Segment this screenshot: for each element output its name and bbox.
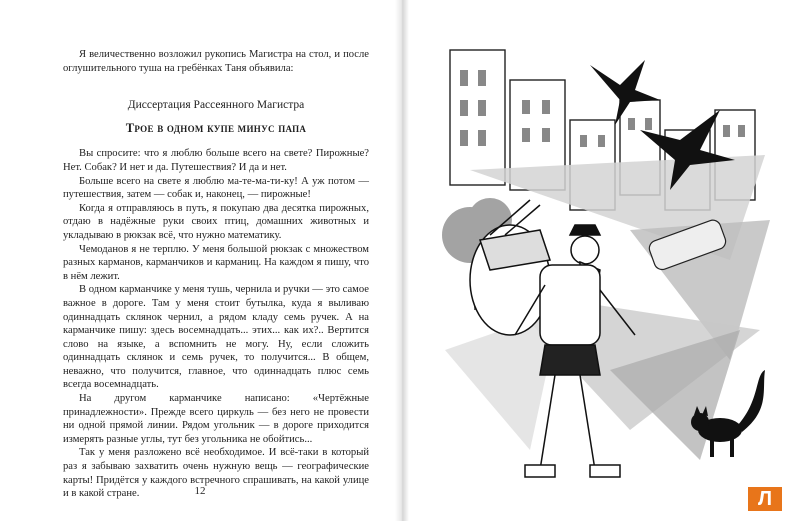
page-number: 12 bbox=[194, 485, 206, 497]
body-text bbox=[63, 147, 369, 500]
intro-paragraph: Я величественно возложил рукопись Магистра на стол, и после оглушительного туша на гребёнках Таня объявила: bbox=[63, 49, 369, 74]
intro-text bbox=[63, 48, 369, 75]
right-page bbox=[400, 0, 800, 521]
paragraph: Вы спросите: что я люблю больше всего на свете? Пирожные? Нет. Собак? И нет и да. Путешествия? И да и нет. bbox=[63, 148, 369, 173]
paragraph: Чемоданов я не терплю. У меня большой рюкзак с множеством разных карманов, карманчиков и карманиц. На каждом я пишу, что в нём лежит. bbox=[63, 243, 369, 282]
chapter-title: Трое в одном купе минус папа bbox=[125, 120, 307, 135]
publisher-logo: Л bbox=[748, 487, 782, 511]
dissertation-heading: Диссертация Рассеянного Магистра bbox=[127, 99, 305, 112]
illustration bbox=[430, 30, 780, 500]
paragraph: Так у меня разложено всё необходимое. И всё-таки в который раз я забываю захватить очень нужную вещь — географические карты! Придётся у каждого встречного спрашивать, на какой улице и в какой стране. bbox=[63, 447, 369, 500]
paragraph: Когда я отправляюсь в путь, я покупаю два десятка пирожных, отдаю в надёжные руки своих птиц, домашних животных и укладываю в рюкзак всё, что нужно математику. bbox=[63, 202, 369, 241]
paragraph: В одном карманчике у меня тушь, чернила и ручки — это самое важное в дороге. Там у меня стоит бутылка, куда я выливаю одиннадцать склянок чернил, а рядом кладу семь ручек. А на карманчике пишу: здесь восемнадцать... этих... как их?.. Вертится слово на языке, а вспомнить не могу. Ну, если сложить одиннадцать склянок и семь ручек, то получится... В общем, неважно, что получится, главное, что одиннадцать плюс семь всегда восемнадцать. bbox=[63, 284, 369, 391]
book-gutter bbox=[395, 0, 409, 521]
paragraph: Больше всего на свете я люблю ма-те-ма-ти-ку! А уж потом — путешествия, затем — собак и, наконец, — пирожные! bbox=[63, 175, 369, 201]
paragraph: На другом карманчике написано: «Чертёжные принадлежности». Прежде всего циркуль — без него не провести ни одной прямой линии. Рядом угольник — в дороге приходится измерять разные углы, тут без угольника не обойтись... bbox=[63, 393, 369, 445]
text-block bbox=[63, 48, 369, 501]
